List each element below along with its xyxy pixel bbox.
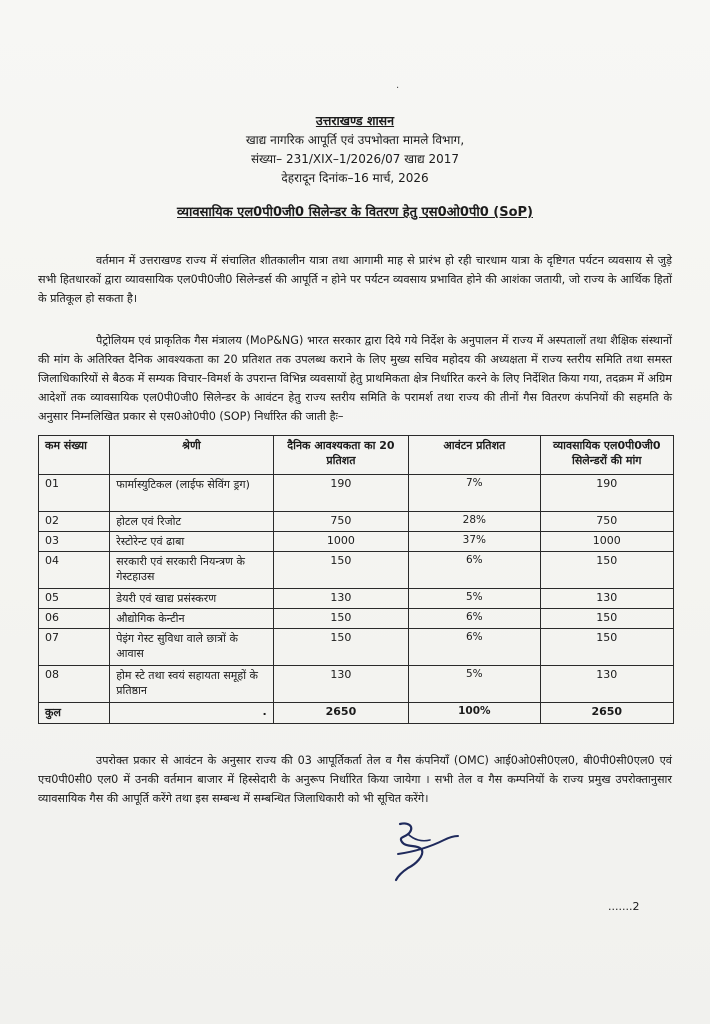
cell-demand: 190 bbox=[540, 475, 673, 512]
date-line: देहरादून दिनांक–16 मार्च, 2026 bbox=[281, 171, 429, 185]
table-row bbox=[39, 589, 674, 609]
total-mark: . bbox=[110, 703, 274, 724]
header-sn: कम संख्या bbox=[39, 436, 110, 475]
table-row bbox=[39, 629, 674, 666]
cell-requirement: 150 bbox=[273, 609, 408, 629]
cell-demand: 750 bbox=[540, 512, 673, 532]
table-row bbox=[39, 532, 674, 552]
cell-requirement: 150 bbox=[273, 552, 408, 589]
cell-sn: 02 bbox=[39, 512, 110, 532]
cell-demand: 150 bbox=[540, 629, 673, 666]
table-row bbox=[39, 512, 674, 532]
header-category: श्रेणी bbox=[110, 436, 274, 475]
subject-line: व्यावसायिक एल0पी0जी0 सिलेन्डर के वितरण हेतु एस0ओ0पी0 (SoP) bbox=[177, 205, 533, 220]
cell-allocation-pct: 37% bbox=[409, 532, 540, 552]
header-allocation-pct: आवंटन प्रतिशत bbox=[409, 436, 540, 475]
cell-category: पेइंग गेस्ट सुविधा वाले छात्रों के आवास bbox=[110, 629, 274, 666]
cell-requirement: 130 bbox=[273, 666, 408, 703]
header-requirement: दैनिक आवश्यकता का 20 प्रतिशत bbox=[273, 436, 408, 475]
table-row bbox=[39, 666, 674, 703]
cell-allocation-pct: 6% bbox=[409, 629, 540, 666]
cell-allocation-pct: 5% bbox=[409, 589, 540, 609]
cell-category: औद्योगिक केन्टीन bbox=[110, 609, 274, 629]
paragraph-3: उपरोक्त प्रकार से आवंटन के अनुसार राज्य की 03 आपूर्तिकर्ता तेल व गैस कंपनियाँ (OMC) आई0ओ0सी0एल0, बी0पी0सी0एल0 एवं एच0पी0सी0 एल0 में उनकी वर्तमान बाजार में हिस्सेदारी के अनुरूप निर्धारित किया जायेगा । सभी तेल व गैस कम्पनियों के राज्य प्रमुख उपरोक्तानुसार व्यावसायिक गैस की आपूर्ति करेंगे तथा इस सम्बन्ध में सम्बन्धित जिलाधिकारी को भी सूचित करेंगे। bbox=[38, 754, 672, 806]
allocation-table bbox=[38, 435, 674, 724]
cell-demand: 130 bbox=[540, 666, 673, 703]
cell-sn: 03 bbox=[39, 532, 110, 552]
cell-sn: 07 bbox=[39, 629, 110, 666]
cell-requirement: 130 bbox=[273, 589, 408, 609]
cell-requirement: 190 bbox=[273, 475, 408, 512]
ink-dot: . bbox=[396, 80, 400, 91]
reference-number: संख्या– 231/XIX–1/2026/07 खाद्य 2017 bbox=[250, 152, 460, 166]
total-allocation-pct: 100% bbox=[409, 703, 540, 724]
cell-allocation-pct: 7% bbox=[409, 475, 540, 512]
cell-demand: 150 bbox=[540, 552, 673, 589]
cell-category: रेस्टोरेन्ट एवं ढाबा bbox=[110, 532, 274, 552]
cell-sn: 05 bbox=[39, 589, 110, 609]
cell-allocation-pct: 6% bbox=[409, 609, 540, 629]
cell-category: होम स्टे तथा स्वयं सहायता समूहों के प्रतिष्ठान bbox=[110, 666, 274, 703]
cell-sn: 01 bbox=[39, 475, 110, 512]
cell-category: फार्मास्युटिकल (लाईफ सेविंग ड्रग) bbox=[110, 475, 274, 512]
header-demand: व्यावसायिक एल0पी0जी0 सिलेन्डरों की मांग bbox=[540, 436, 673, 475]
cell-allocation-pct: 28% bbox=[409, 512, 540, 532]
cell-demand: 130 bbox=[540, 589, 673, 609]
cell-requirement: 150 bbox=[273, 629, 408, 666]
cell-sn: 08 bbox=[39, 666, 110, 703]
signature-icon bbox=[378, 820, 468, 882]
department-name: खाद्य नागरिक आपूर्ति एवं उपभोक्ता मामले विभाग, bbox=[245, 133, 465, 147]
page-continuation: .......2 bbox=[608, 900, 640, 913]
cell-sn: 06 bbox=[39, 609, 110, 629]
cell-category: सरकारी एवं सरकारी नियन्त्रण के गेस्टहाउस bbox=[110, 552, 274, 589]
total-requirement: 2650 bbox=[273, 703, 408, 724]
cell-category: डेयरी एवं खाद्य प्रसंस्करण bbox=[110, 589, 274, 609]
table-row bbox=[39, 475, 674, 512]
cell-allocation-pct: 6% bbox=[409, 552, 540, 589]
total-demand: 2650 bbox=[540, 703, 673, 724]
cell-requirement: 1000 bbox=[273, 532, 408, 552]
paragraph-1: वर्तमान में उत्तराखण्ड राज्य में संचालित शीतकालीन यात्रा तथा आगामी माह से प्रारंभ हो रही चारधाम यात्रा के दृष्टिगत पर्यटन व्यवसाय से जुड़े सभी हितधारकों द्वारा व्यावसायिक एल0पी0जी0 सिलेन्डर्स की आपूर्ति न होने पर पर्यटन व्यवसाय प्रभावित होने की आशंका जतायी, जो राज्य के आर्थिक हितों के प्रतिकूल हो सकता है। bbox=[38, 254, 672, 306]
total-row bbox=[39, 703, 674, 724]
cell-demand: 150 bbox=[540, 609, 673, 629]
cell-demand: 1000 bbox=[540, 532, 673, 552]
cell-requirement: 750 bbox=[273, 512, 408, 532]
table-row bbox=[39, 552, 674, 589]
cell-allocation-pct: 5% bbox=[409, 666, 540, 703]
cell-sn: 04 bbox=[39, 552, 110, 589]
table-row bbox=[39, 609, 674, 629]
cell-category: होटल एवं रिजोट bbox=[110, 512, 274, 532]
table-header-row bbox=[39, 436, 674, 475]
total-label: कुल bbox=[39, 703, 110, 724]
issuing-authority: उत्तराखण्ड शासन bbox=[315, 113, 395, 128]
paragraph-2: पैट्रोलियम एवं प्राकृतिक गैस मंत्रालय (MoP&NG) भारत सरकार द्वारा दिये गये निर्देश के अनुपालन में राज्य में अस्पतालों तथा शैक्षिक संस्थानों की मांग के अतिरिक्त दैनिक आवश्यकता का 20 प्रतिशत तक उपलब्ध कराने के लिए मुख्य सचिव महोदय की अध्यक्षता में राज्य स्तरीय समिति तथा समस्त जिलाधिकारियों से बैठक में सम्यक विचार–विमर्श के उपरान्त विभिन्न व्यवसायों हेतु प्राथमिकता क्षेत्र निर्धारित करने के लिए निर्देशित किया गया, तदक्रम में अग्रिम आदेशों तक व्यावसायिक एल0पी0जी0 सिलेन्डर के आवंटन हेतु राज्य स्तरीय समिति के परामर्श तथा राज्य की तीनों गैस वितरण कंपनियों की सहमति के अनुसार निम्नलिखित प्रकार से एस0ओ0पी0 (SOP) निर्धारित की जाती हैः– bbox=[38, 334, 672, 424]
